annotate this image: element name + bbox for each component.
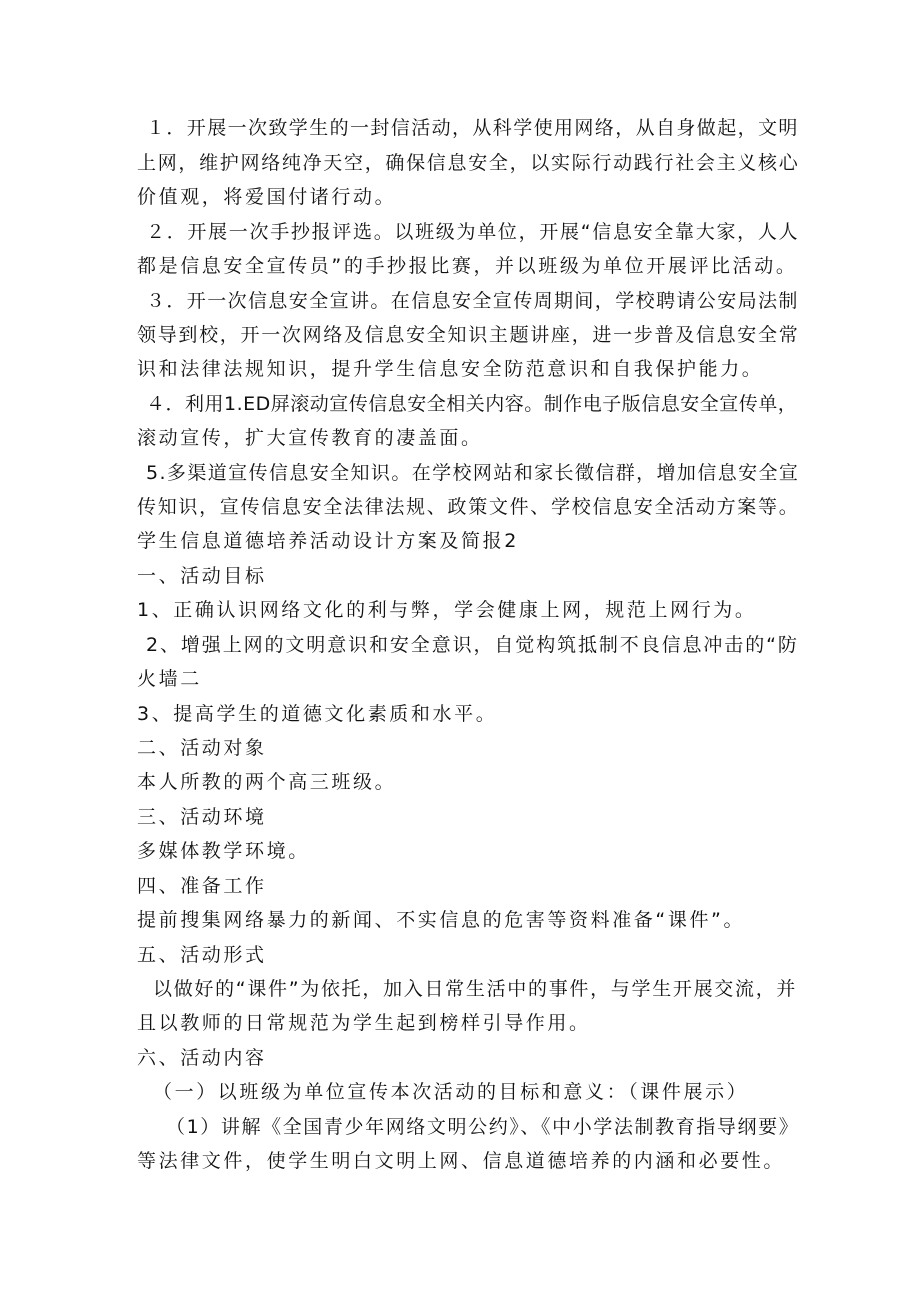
text-line: 识和法律法规知识，提升学生信息安全防范意识和自我保护能力。 bbox=[137, 358, 764, 380]
text-line: 领导到校，开一次网络及信息安全知识主题讲座，进一步普及信息安全常 bbox=[137, 324, 800, 346]
text-line: 等法律文件，使学生明白文明上网、信息道德培养的内涵和必要性。 bbox=[137, 1150, 786, 1172]
text-line: 火墙二 bbox=[137, 668, 202, 690]
text-line: 都是信息安全宣传员”的手抄报比赛，并以班级为单位开展评比活动。 bbox=[137, 255, 798, 277]
text-line: 5.多渠道宣传信息安全知识。在学校网站和家长徵信群，增加信息安全宣 bbox=[146, 462, 800, 484]
section-heading: 三、活动环境 bbox=[137, 806, 267, 828]
section-heading: 二、活动对象 bbox=[137, 737, 267, 759]
text-line: （1）讲解《全国青少年网络文明公约》、《中小学法制教育指导纲要》 bbox=[166, 1116, 800, 1138]
text-line: ３．开一次信息安全宣讲。在信息安全宣传周期间，学校聘请公安局法制 bbox=[146, 290, 799, 312]
section-heading: 四、准备工作 bbox=[137, 875, 267, 897]
text-line: 以做好的“课件”为依托，加入日常生活中的事件，与学生开展交流，并 bbox=[153, 978, 798, 1000]
text-line: 提前搜集网络暴力的新闻、不实信息的危害等资料准备“课件”。 bbox=[137, 909, 746, 931]
text-line: 本人所教的两个高三班级。 bbox=[137, 771, 397, 793]
text-line: 且以教师的日常规范为学生起到榜样引导作用。 bbox=[137, 1012, 591, 1034]
section-heading: 五、活动形式 bbox=[137, 944, 267, 966]
section-heading: 一、活动目标 bbox=[137, 565, 267, 587]
text-line: 传知识，宣传信息安全法律法规、政策文件、学校信息安全活动方案等。 bbox=[137, 496, 800, 518]
text-line: （一）以班级为单位宣传本次活动的目标和意义：（课件展示） bbox=[153, 1081, 749, 1103]
text-line: 价值观，将爱国付诸行动。 bbox=[137, 186, 397, 208]
section-heading: 六、活动内容 bbox=[137, 1047, 267, 1069]
text-line: 1、正确认识网络文化的利与弊，学会健康上网，规范上网行为。 bbox=[137, 599, 757, 621]
text-line: 3、提高学生的道德文化素质和水平。 bbox=[137, 703, 498, 725]
text-line: ２．开展一次手抄报评选。以班级为单位，开展“信息安全靠大家，人人 bbox=[146, 221, 800, 243]
text-line: １．开展一次致学生的一封信活动，从科学使用网络，从自身做起，文明 bbox=[146, 117, 799, 139]
section-heading: 学生信息道德培养活动设计方案及简报2 bbox=[137, 530, 519, 552]
text-line: 2、增强上网的文明意识和安全意识，自觉构筑抵制不良信息冲击的“防 bbox=[146, 634, 799, 656]
text-line: 多媒体教学环境。 bbox=[137, 840, 310, 862]
text-line: 上网，维护网络纯净天空，确保信息安全，以实际行动践行社会主义核心 bbox=[137, 152, 800, 174]
text-line: 滚动宣传，扩大宣传教育的凄盖面。 bbox=[137, 427, 483, 449]
text-line: ４．利用1.ED屏滚动宣传信息安全相关内容。制作电子版信息安全宣传单， bbox=[146, 393, 798, 415]
